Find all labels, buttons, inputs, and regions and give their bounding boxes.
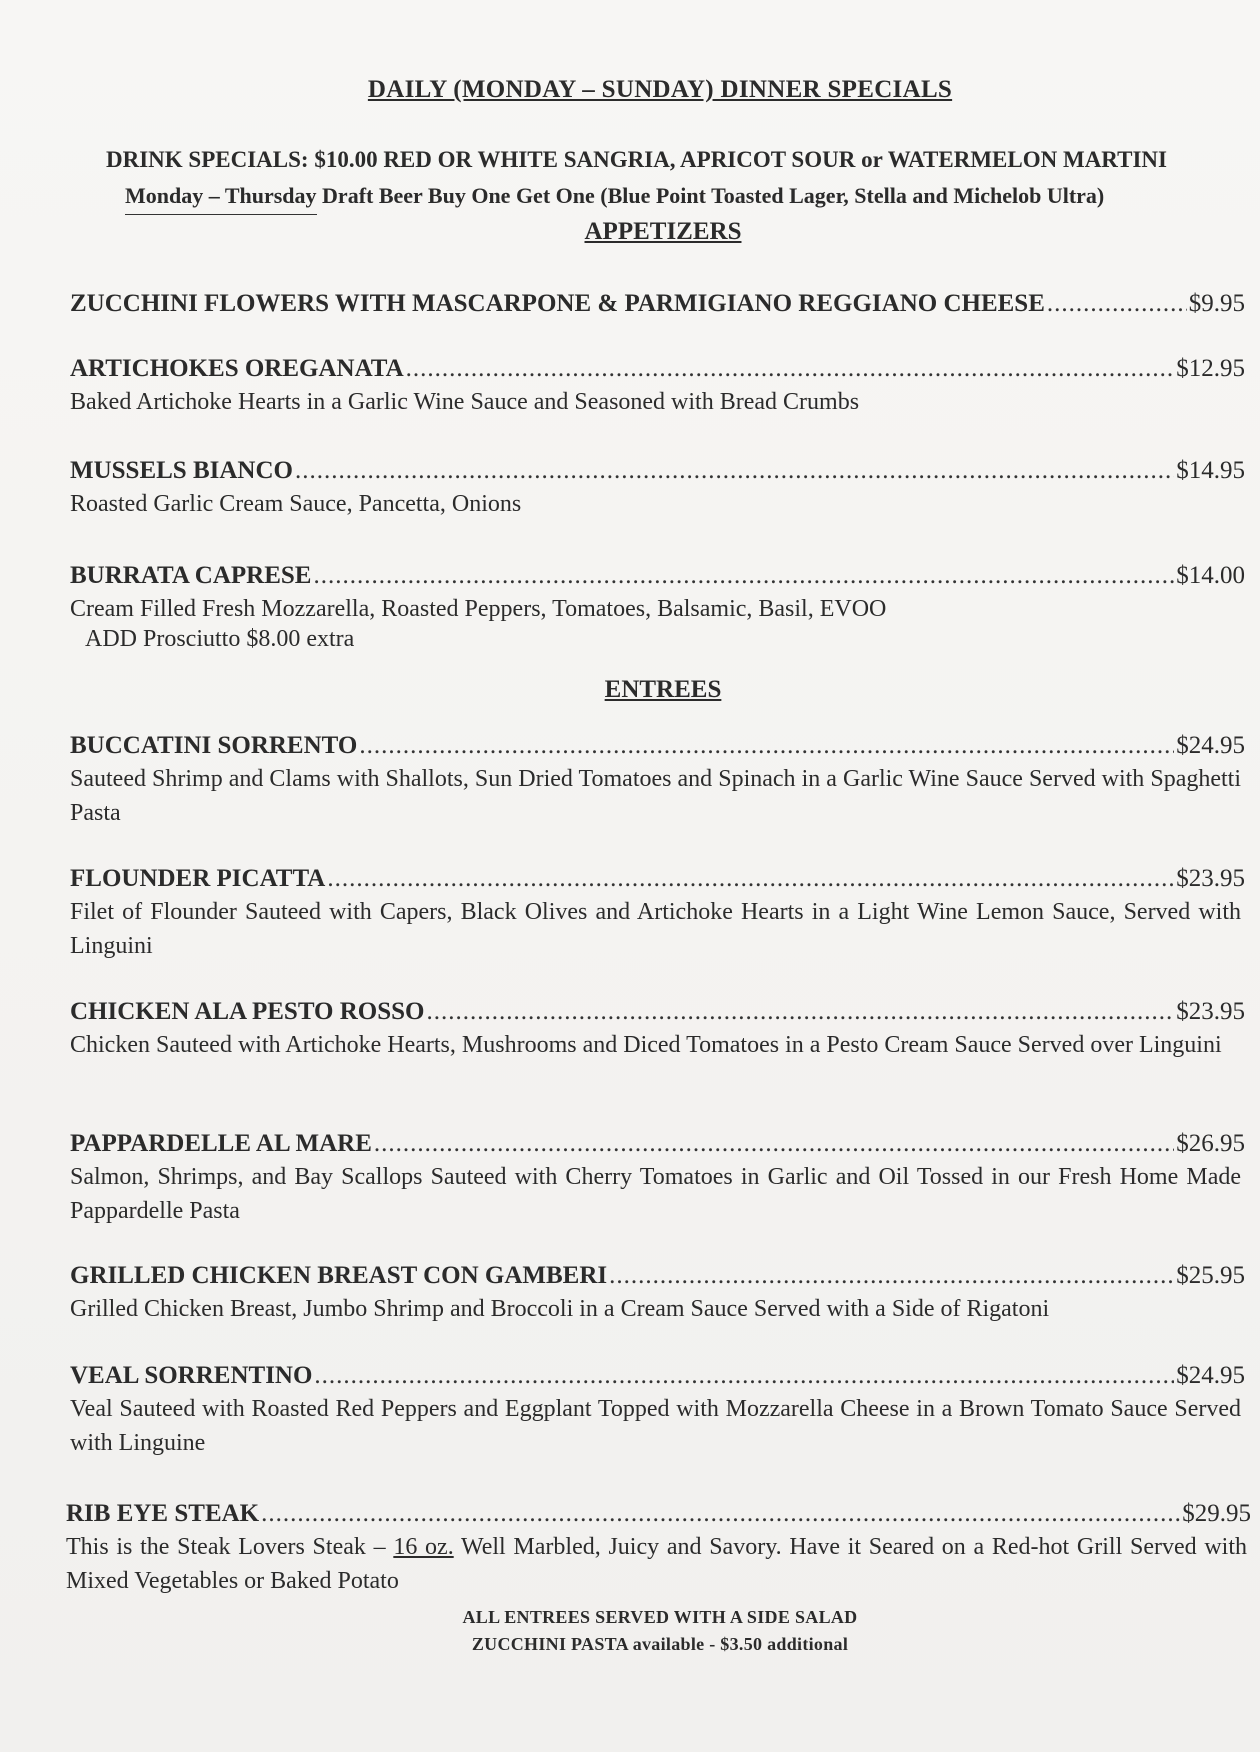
item-name: ARTICHOKES OREGANATA bbox=[70, 355, 404, 382]
menu-item bbox=[70, 562, 1245, 653]
item-name: GRILLED CHICKEN BREAST CON GAMBERI bbox=[70, 1262, 608, 1289]
item-name: VEAL SORRENTINO bbox=[70, 1362, 313, 1389]
item-description: Cream Filled Fresh Mozzarella, Roasted Peppers, Tomatoes, Balsamic, Basil, EVOO bbox=[70, 596, 887, 622]
leader-dots bbox=[327, 865, 1174, 893]
item-description: Roasted Garlic Cream Sauce, Pancetta, Onions bbox=[70, 491, 522, 517]
item-description: Salmon, Shrimps, and Bay Scallops Sauteed with Cherry Tomatoes in Garlic and Oil Tossed in our Fresh Home Made Pappardelle Pasta bbox=[70, 1164, 1241, 1224]
item-price: $29.95 bbox=[1182, 1500, 1251, 1527]
page-title: DAILY (MONDAY – SUNDAY) DINNER SPECIALS bbox=[367, 76, 953, 103]
footer-zucchini-pasta: ZUCCHINI PASTA available - $3.50 additional bbox=[471, 1634, 849, 1654]
desc-part: This is the Steak Lovers Steak – bbox=[66, 1534, 394, 1560]
menu-item bbox=[70, 1130, 1245, 1228]
item-description: Baked Artichoke Hearts in a Garlic Wine Sauce and Seasoned with Bread Crumbs bbox=[70, 389, 860, 415]
item-name: FLOUNDER PICATTA bbox=[70, 865, 326, 892]
menu-item bbox=[70, 732, 1245, 830]
menu-item bbox=[70, 290, 1245, 318]
item-name: CHICKEN ALA PESTO ROSSO bbox=[70, 998, 425, 1025]
item-addon: ADD Prosciutto $8.00 extra bbox=[85, 626, 355, 652]
item-name: MUSSELS BIANCO bbox=[70, 457, 293, 484]
item-price: $24.95 bbox=[1176, 732, 1245, 759]
beer-special bbox=[125, 183, 1225, 209]
leader-dots bbox=[314, 1362, 1174, 1390]
leader-dots bbox=[609, 1262, 1174, 1290]
item-description: Filet of Flounder Sauteed with Capers, Black Olives and Artichoke Hearts in a Light Wine Lemon Sauce, Served with Linguini bbox=[70, 899, 1241, 959]
item-price: $23.95 bbox=[1176, 998, 1245, 1025]
item-price: $25.95 bbox=[1176, 1262, 1245, 1289]
menu-item bbox=[70, 355, 1245, 419]
item-name: ZUCCHINI FLOWERS WITH MASCARPONE & PARMIGIANO REGGIANO CHEESE bbox=[70, 290, 1045, 317]
menu-item bbox=[70, 998, 1245, 1062]
item-description: Grilled Chicken Breast, Jumbo Shrimp and Broccoli in a Cream Sauce Served with a Side of Rigatoni bbox=[70, 1296, 1050, 1322]
appetizers-heading: APPETIZERS bbox=[584, 218, 742, 245]
item-name: PAPPARDELLE AL MARE bbox=[70, 1130, 372, 1157]
leader-dots bbox=[1047, 290, 1187, 318]
leader-dots bbox=[374, 1130, 1174, 1158]
leader-dots bbox=[295, 457, 1174, 485]
menu-item bbox=[66, 1500, 1251, 1598]
drink-specials: DRINK SPECIALS: $10.00 RED OR WHITE SANGRIA, APRICOT SOUR or WATERMELON MARTINI bbox=[106, 147, 1167, 172]
entrees-heading: ENTREES bbox=[604, 676, 722, 703]
item-price: $9.95 bbox=[1188, 290, 1245, 317]
menu-item bbox=[70, 1362, 1245, 1460]
item-price: $26.95 bbox=[1176, 1130, 1245, 1157]
item-price: $12.95 bbox=[1176, 355, 1245, 382]
item-description bbox=[66, 1530, 1251, 1598]
item-description: Veal Sauteed with Roasted Red Peppers and Eggplant Topped with Mozzarella Cheese in a Brown Tomato Sauce Served with Linguine bbox=[70, 1396, 1241, 1456]
item-price: $14.00 bbox=[1176, 562, 1245, 589]
desc-part: Well Marbled, Juicy and Savory. Have it Seared on a Red-hot Grill Served with Mixed Vegetables or Baked Potato bbox=[66, 1534, 1248, 1594]
item-name: BURRATA CAPRESE bbox=[70, 562, 312, 589]
leader-dots bbox=[427, 998, 1175, 1026]
menu-item bbox=[70, 1262, 1245, 1326]
menu-item bbox=[70, 865, 1245, 963]
item-price: $24.95 bbox=[1176, 1362, 1245, 1389]
desc-underlined: 16 oz. bbox=[393, 1534, 454, 1560]
leader-dots bbox=[406, 355, 1175, 383]
item-name: BUCCATINI SORRENTO bbox=[70, 732, 358, 759]
leader-dots bbox=[261, 1500, 1180, 1528]
beer-special-text: Draft Beer Buy One Get One (Blue Point Toasted Lager, Stella and Michelob Ultra) bbox=[316, 183, 1105, 208]
item-description: Sauteed Shrimp and Clams with Shallots, Sun Dried Tomatoes and Spinach in a Garlic Wine Sauce Served with Spaghetti Pasta bbox=[70, 766, 1241, 826]
menu-item bbox=[70, 457, 1245, 521]
leader-dots bbox=[313, 562, 1174, 590]
item-description: Chicken Sauteed with Artichoke Hearts, Mushrooms and Diced Tomatoes in a Pesto Cream Sauce Served over Linguini bbox=[70, 1032, 1222, 1058]
item-name: RIB EYE STEAK bbox=[66, 1500, 260, 1527]
item-price: $14.95 bbox=[1176, 457, 1245, 484]
leader-dots bbox=[359, 732, 1174, 760]
footer-side-salad: ALL ENTREES SERVED WITH A SIDE SALAD bbox=[462, 1607, 858, 1627]
item-price: $23.95 bbox=[1176, 865, 1245, 892]
beer-special-days: Monday – Thursday bbox=[125, 183, 317, 215]
